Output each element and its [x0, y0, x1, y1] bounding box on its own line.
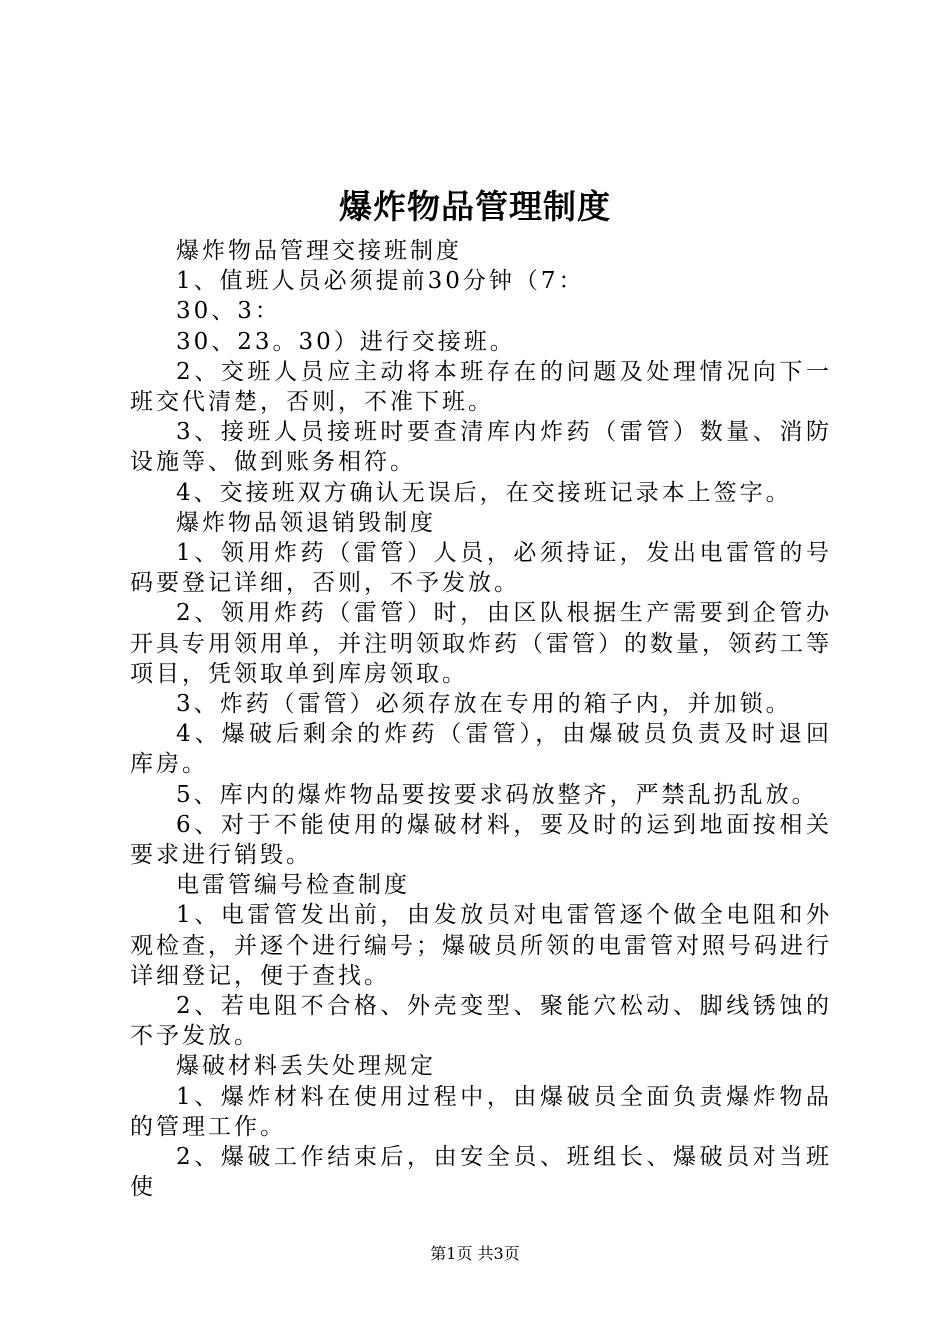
paragraph: 30、23。30）进行交接班。	[176, 328, 516, 355]
paragraph: 电雷管编号检查制度	[176, 872, 410, 899]
paragraph: 1、电雷管发出前，由发放员对电雷管逐个做全电阻和外观检查，并逐个进行编号；爆破员所领的电雷管对照号码进行详细登记，便于查找。	[130, 902, 832, 989]
paragraph: 6、对于不能使用的爆破材料，要及时的运到地面按相关要求进行销毁。	[130, 811, 832, 869]
paragraph: 2、交班人员应主动将本班存在的问题及处理情况向下一班交代清楚，否则，不准下班。	[130, 358, 832, 416]
document-title: 爆炸物品管理制度	[339, 187, 611, 226]
paragraph: 爆破材料丢失处理规定	[176, 1053, 436, 1080]
paragraph: 3、接班人员接班时要查清库内炸药（雷管）数量、消防设施等、做到账务相符。	[130, 419, 832, 476]
document-body	[130, 236, 832, 1203]
paragraph: 2、领用炸药（雷管）时，由区队根据生产需要到企管办开具专用领用单，并注明领取炸药（雷管）的数量，领药工等项目，凭领取单到库房领取。	[130, 600, 832, 687]
page-number: 第1页 共3页	[430, 1244, 520, 1263]
paragraph: 1、爆炸材料在使用过程中，由爆破员全面负责爆炸物品的管理工作。	[130, 1083, 832, 1140]
paragraph: 3、炸药（雷管）必须存放在专用的箱子内，并加锁。	[176, 691, 792, 718]
paragraph: 1、值班人员必须提前30分钟（7：	[176, 268, 585, 295]
paragraph: 2、爆破工作结束后，由安全员、班组长、爆破员对当班使	[130, 1144, 832, 1201]
paragraph: 爆炸物品管理交接班制度	[176, 238, 462, 264]
paragraph: 爆炸物品领退销毁制度	[176, 509, 436, 536]
paragraph: 1、领用炸药（雷管）人员，必须持证，发出电雷管的号码要登记详细，否则，不予发放。	[130, 540, 832, 597]
paragraph: 4、爆破后剩余的炸药（雷管），由爆破员负责及时退回库房。	[130, 721, 832, 778]
paragraph: 5、库内的爆炸物品要按要求码放整齐，严禁乱扔乱放。	[176, 781, 818, 808]
paragraph: 2、若电阻不合格、外壳变型、聚能穴松动、脚线锈蚀的不予发放。	[130, 993, 832, 1050]
paragraph: 4、交接班双方确认无误后，在交接班记录本上签字。	[176, 479, 792, 506]
paragraph: 30、3：	[176, 298, 281, 325]
